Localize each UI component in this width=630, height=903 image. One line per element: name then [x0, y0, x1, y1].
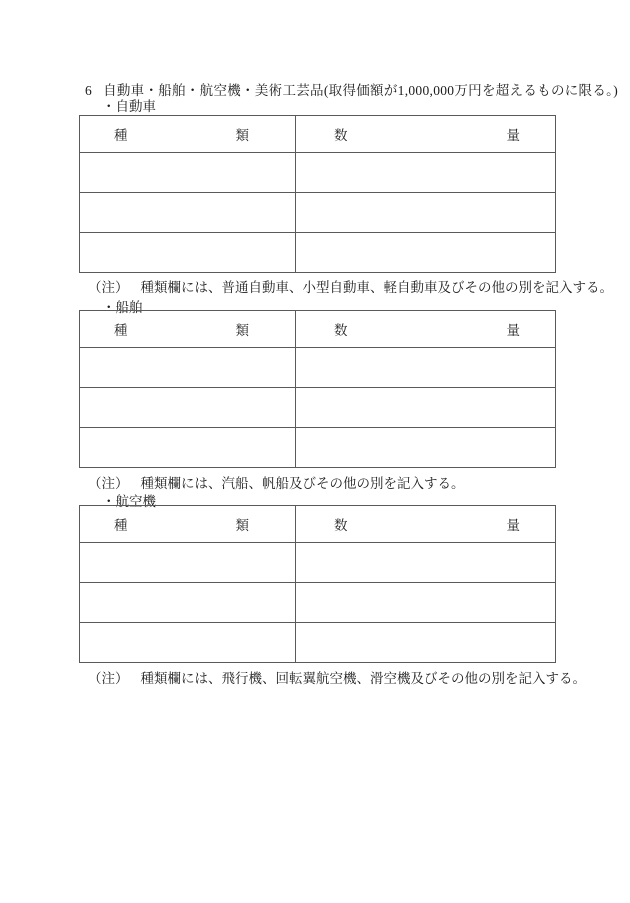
kind-cell [80, 583, 296, 623]
bullet: ・ [102, 300, 116, 315]
quantity-header-second: 量 [506, 323, 520, 338]
table-row [80, 543, 556, 583]
kind-header-cell [80, 116, 296, 153]
table-row [80, 348, 556, 388]
table-row [80, 193, 556, 233]
quantity-cell [296, 153, 556, 193]
kind-cell [80, 233, 296, 273]
kind-header-first: 種 [114, 128, 128, 143]
table-row [80, 153, 556, 193]
aircraft-table-header [80, 506, 556, 543]
quantity-cell [296, 583, 556, 623]
kind-cell [80, 388, 296, 428]
note-text: 種類欄には、汽船、帆船及びその他の別を記入する。 [140, 476, 465, 491]
quantity-cell [296, 543, 556, 583]
quantity-cell [296, 623, 556, 663]
bullet: ・ [102, 99, 116, 114]
subsection-label-text: 自動車 [115, 99, 156, 114]
vessel-note [88, 472, 465, 492]
quantity-cell [296, 233, 556, 273]
note-label: （注） [88, 476, 129, 491]
kind-cell [80, 153, 296, 193]
automobile-table [79, 115, 556, 273]
subsection-label-text: 船舶 [115, 300, 143, 315]
table-row [80, 388, 556, 428]
kind-cell [80, 428, 296, 468]
quantity-header-cell [296, 116, 556, 153]
table-header-row [80, 506, 556, 543]
table-row [80, 233, 556, 273]
quantity-cell [296, 348, 556, 388]
note-label: （注） [88, 671, 129, 686]
quantity-cell [296, 193, 556, 233]
vessel-table [79, 310, 556, 468]
section-number: 6 [85, 83, 93, 98]
kind-cell [80, 543, 296, 583]
section-title-text: 自動車・船舶・航空機・美術工芸品(取得価額が1,000,000万円を超えるものに限る。) [103, 83, 619, 98]
quantity-header-cell [296, 311, 556, 348]
note-text: 種類欄には、普通自動車、小型自動車、軽自動車及びその他の別を記入する。 [140, 280, 613, 295]
aircraft-note [88, 667, 586, 687]
kind-header-cell [80, 506, 296, 543]
quantity-header-first: 数 [334, 518, 348, 533]
kind-header-first: 種 [114, 323, 128, 338]
quantity-header-second: 量 [506, 518, 520, 533]
table-row [80, 583, 556, 623]
page-title [85, 79, 618, 99]
automobile-note [88, 276, 613, 296]
automobile-table-header [80, 116, 556, 153]
kind-cell [80, 193, 296, 233]
quantity-header-first: 数 [334, 128, 348, 143]
note-text: 種類欄には、飛行機、回転翼航空機、滑空機及びその他の別を記入する。 [140, 671, 586, 686]
kind-header-second: 類 [235, 518, 249, 533]
subsection-label-automobile [102, 95, 156, 115]
subsection-label-text: 航空機 [115, 494, 156, 509]
quantity-header-second: 量 [506, 128, 520, 143]
table-header-row [80, 311, 556, 348]
kind-header-second: 類 [235, 128, 249, 143]
kind-header-cell [80, 311, 296, 348]
quantity-cell [296, 388, 556, 428]
vessel-table-header [80, 311, 556, 348]
quantity-header-first: 数 [334, 323, 348, 338]
quantity-cell [296, 428, 556, 468]
bullet: ・ [102, 494, 116, 509]
aircraft-table [79, 505, 556, 663]
kind-cell [80, 623, 296, 663]
table-header-row [80, 116, 556, 153]
table-row [80, 623, 556, 663]
quantity-header-cell [296, 506, 556, 543]
kind-header-second: 類 [235, 323, 249, 338]
kind-cell [80, 348, 296, 388]
table-row [80, 428, 556, 468]
note-label: （注） [88, 280, 129, 295]
kind-header-first: 種 [114, 518, 128, 533]
